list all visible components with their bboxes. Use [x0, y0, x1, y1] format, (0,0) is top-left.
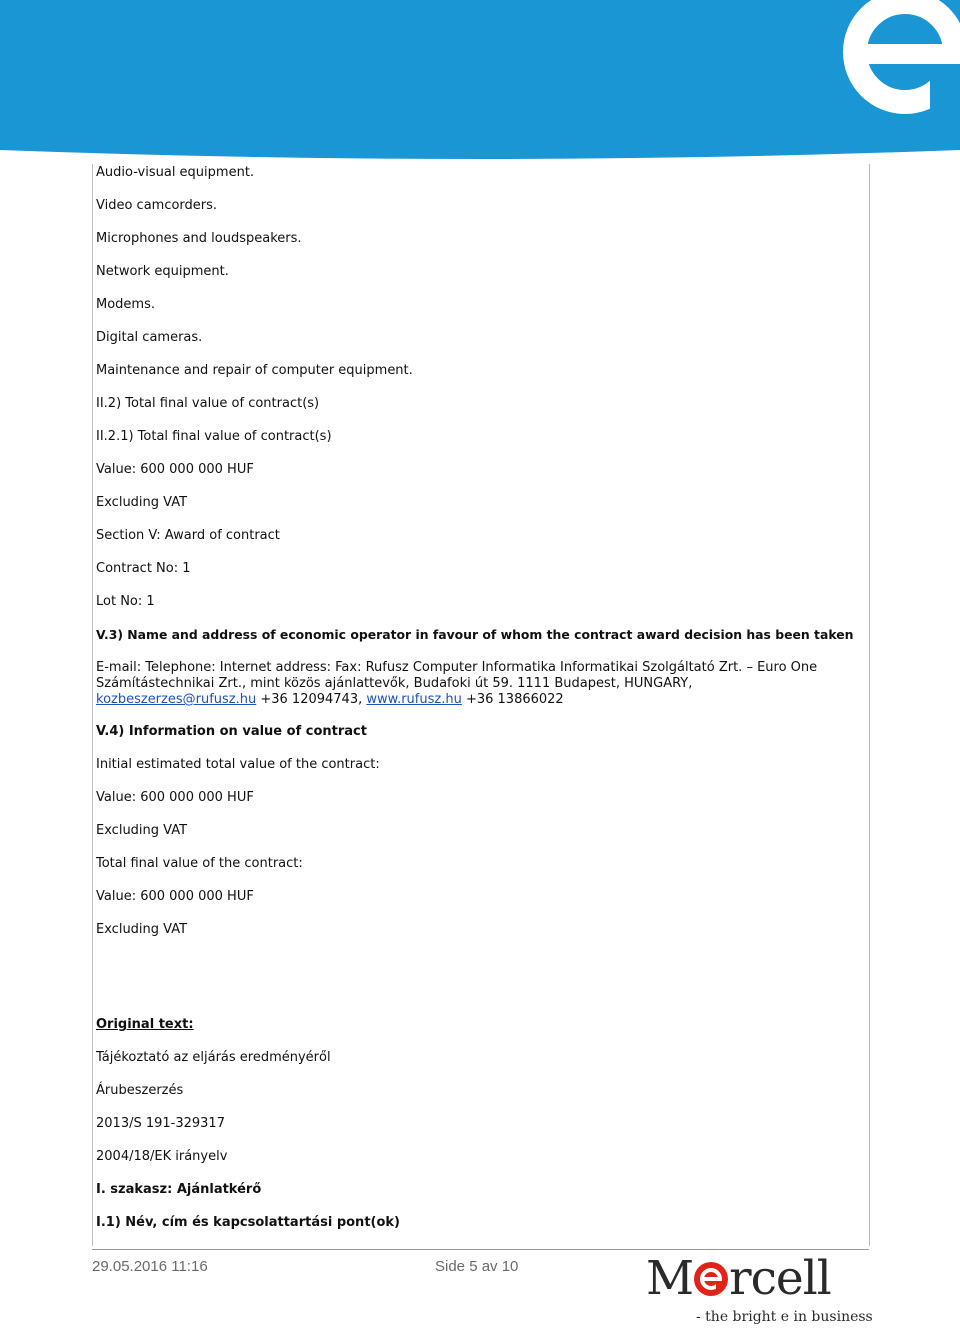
value-line: Value: 600 000 000 HUF	[96, 889, 254, 904]
original-text-heading: Original text:	[96, 1017, 194, 1032]
section-heading: Section V: Award of contract	[96, 528, 280, 543]
contract-number: Contract No: 1	[96, 561, 191, 576]
section-heading: II.2) Total final value of contract(s)	[96, 396, 320, 411]
cpv-item: Maintenance and repair of computer equipment.	[96, 363, 413, 378]
vat-line: Excluding VAT	[96, 922, 188, 937]
original-title: Tájékoztató az eljárás eredményéről	[96, 1050, 331, 1065]
logo-tagline: - the bright e in business	[696, 1309, 873, 1325]
vat-line: Excluding VAT	[96, 823, 188, 838]
cpv-item: Microphones and loudspeakers.	[96, 231, 302, 246]
original-type: Árubeszerzés	[96, 1083, 184, 1098]
value-label: Total final value of the contract:	[96, 856, 303, 871]
cpv-item: Modems.	[96, 297, 155, 312]
operator-details	[96, 660, 826, 708]
operator-fax: +36 13866022	[461, 692, 564, 707]
footer-timestamp: 29.05.2016 11:16	[92, 1258, 208, 1275]
cpv-item: Video camcorders.	[96, 198, 218, 213]
section-heading: V.4) Information on value of contract	[96, 724, 367, 739]
operator-website-link[interactable]: www.rufusz.hu	[366, 692, 462, 707]
cpv-item: Digital cameras.	[96, 330, 203, 345]
logo-e-icon	[694, 1262, 728, 1296]
lot-number: Lot No: 1	[96, 594, 155, 609]
value-label: Initial estimated total value of the contract:	[96, 757, 380, 772]
operator-phone: +36 12094743,	[256, 692, 367, 707]
section-heading: V.3) Name and address of economic operator in favour of whom the contract award decision has been taken	[96, 627, 854, 642]
footer-divider	[92, 1249, 869, 1250]
vat-line: Excluding VAT	[96, 495, 188, 510]
operator-text: E-mail: Telephone: Internet address: Fax: Rufusz Computer Informatika Informatikai Szolgáltató Zrt. – Euro One Számítástechnikai Zrt., mint közös ajánlattevők, Budafoki út 59. 1111 Budapest, HUNGARY,	[96, 660, 818, 691]
value-line: Value: 600 000 000 HUF	[96, 790, 254, 805]
header-banner	[0, 0, 960, 162]
footer-page-number: Side 5 av 10	[435, 1258, 519, 1275]
cpv-item: Audio-visual equipment.	[96, 165, 255, 180]
section-heading: I.1) Név, cím és kapcsolattartási pont(ok)	[96, 1215, 400, 1230]
brand-e-icon	[0, 0, 960, 162]
original-reference: 2013/S 191-329317	[96, 1116, 225, 1131]
original-directive: 2004/18/EK irányelv	[96, 1149, 228, 1164]
section-heading: I. szakasz: Ajánlatkérő	[96, 1182, 262, 1197]
operator-email-link[interactable]: kozbeszerzes@rufusz.hu	[96, 692, 257, 707]
section-heading: II.2.1) Total final value of contract(s)	[96, 429, 332, 444]
value-line: Value: 600 000 000 HUF	[96, 462, 254, 477]
mercell-logo: M rcell - the bright e in business	[646, 1251, 873, 1325]
cpv-item: Network equipment.	[96, 264, 229, 279]
